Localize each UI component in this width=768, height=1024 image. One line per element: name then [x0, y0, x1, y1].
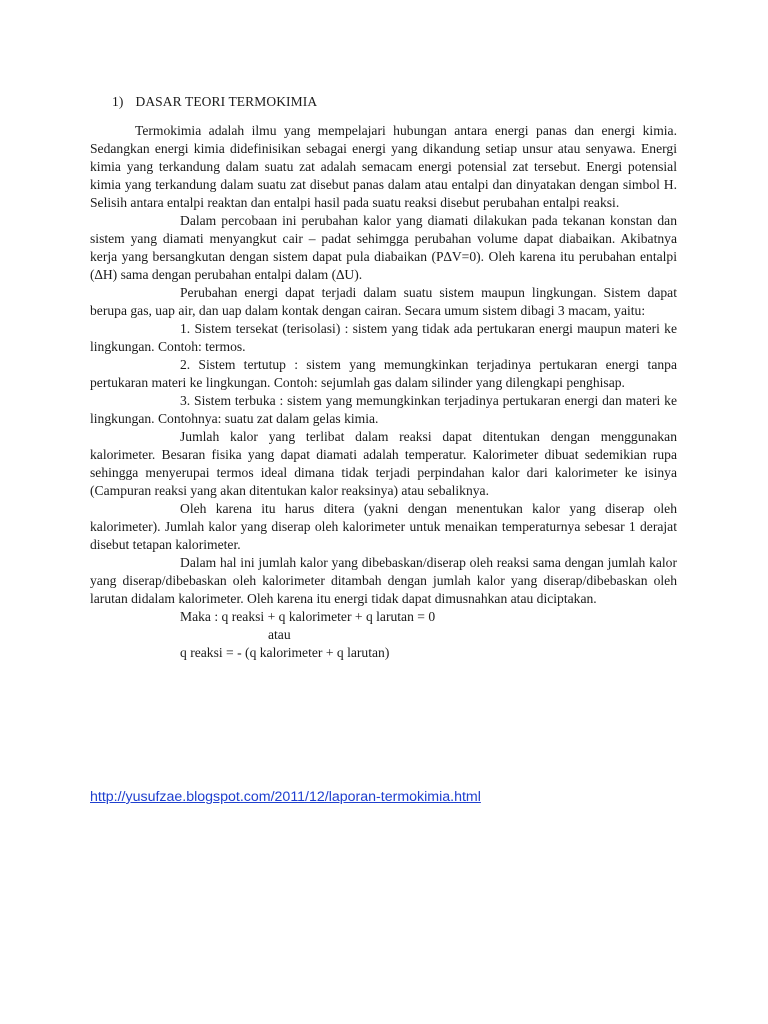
paragraph-calibration: Oleh karena itu harus ditera (yakni dengan menentukan kalor yang diserap oleh kalorimeter). Jumlah kalor yang diserap oleh kalorimeter untuk menaikan temperaturnya sebesar 1 derajat disebut tetapan kalorimeter. — [90, 501, 677, 552]
section-title: DASAR TEORI TERMOKIMIA — [135, 94, 318, 109]
equation-line-2: q reaksi = - (q kalorimeter + q larutan) — [180, 645, 390, 660]
equation-line-1: Maka : q reaksi + q kalorimeter + q larutan = 0 — [180, 609, 436, 624]
paragraph-constant-pressure: Dalam percobaan ini perubahan kalor yang diamati dilakukan pada tekanan konstan dan sistem yang diamati menyangkut cair – padat sehimgga perubahan volume dapat diabaikan. Akibatnya kerja yang bersangkutan dengan sistem dapat pula diabaikan (P∆V=0). Oleh karena itu perubahan entalpi (∆H) sama dengan perubahan entalpi dalam (∆U). — [90, 213, 677, 282]
paragraph-system-types: Perubahan energi dapat terjadi dalam suatu sistem maupun lingkungan. Sistem dapat berupa gas, uap air, dan uap dalam kontak dengan cairan. Secara umum sistem dibagi 3 macam, yaitu: — [90, 285, 677, 318]
paragraph-energy-balance: Dalam hal ini jumlah kalor yang dibebaskan/diserap oleh reaksi sama dengan jumlah kalor yang diserap/dibebaskan oleh kalorimeter ditambah dengan jumlah kalor yang diserap/dibebaskan oleh larutan didalam kalorimeter. Oleh karena itu energi tidak dapat dimusnahkan atau diciptakan. — [90, 555, 677, 606]
section-heading — [112, 92, 677, 112]
equation-or-word: atau — [268, 627, 291, 642]
source-link[interactable]: http://yusufzae.blogspot.com/2011/12/laporan-termokimia.html — [90, 789, 481, 805]
document-body — [90, 92, 677, 662]
list-item-open-system: 3. Sistem terbuka : sistem yang memungkinkan terjadinya pertukaran energi dan materi ke lingkungan. Contohnya: suatu zat dalam gelas kimia. — [90, 393, 677, 426]
list-item-closed-system: 2. Sistem tertutup : sistem yang memungkinkan terjadinya pertukaran energi tanpa pertukaran materi ke lingkungan. Contoh: sejumlah gas dalam silinder yang dilengkapi penghisap. — [90, 357, 677, 390]
paragraph-calorimeter: Jumlah kalor yang terlibat dalam reaksi dapat ditentukan dengan menggunakan kalorimeter. Besaran fisika yang dapat diamati adalah temperatur. Kalorimeter dibuat sedemikian rupa sehingga menyerupai termos ideal dimana tidak terjadi perpindahan kalor dari kalorimeter ke isinya (Campuran reaksi yang akan ditentukan kalor reaksinya) atau sebaliknya. — [90, 429, 677, 498]
section-number: 1) — [112, 94, 124, 109]
list-item-isolated-system: 1. Sistem tersekat (terisolasi) : sistem yang tidak ada pertukaran energi maupun materi ke lingkungan. Contoh: termos. — [90, 321, 677, 354]
paragraph-definition: Termokimia adalah ilmu yang mempelajari hubungan antara energi panas dan energi kimia. Sedangkan energi kimia didefinisikan sebagai energi yang dikandung setiap unsur atau senyawa. Energi kimia yang terkandung dalam suatu zat adalah semacam energi potensial zat tersebut. Energi potensial kimia yang terkandung dalam suatu zat disebut panas dalam atau entalpi dan dinyatakan dengan simbol H. Selisih antara entalpi reaktan dan entalpi hasil pada suatu reaksi disebut perubahan entalpi reaksi. — [90, 123, 677, 210]
